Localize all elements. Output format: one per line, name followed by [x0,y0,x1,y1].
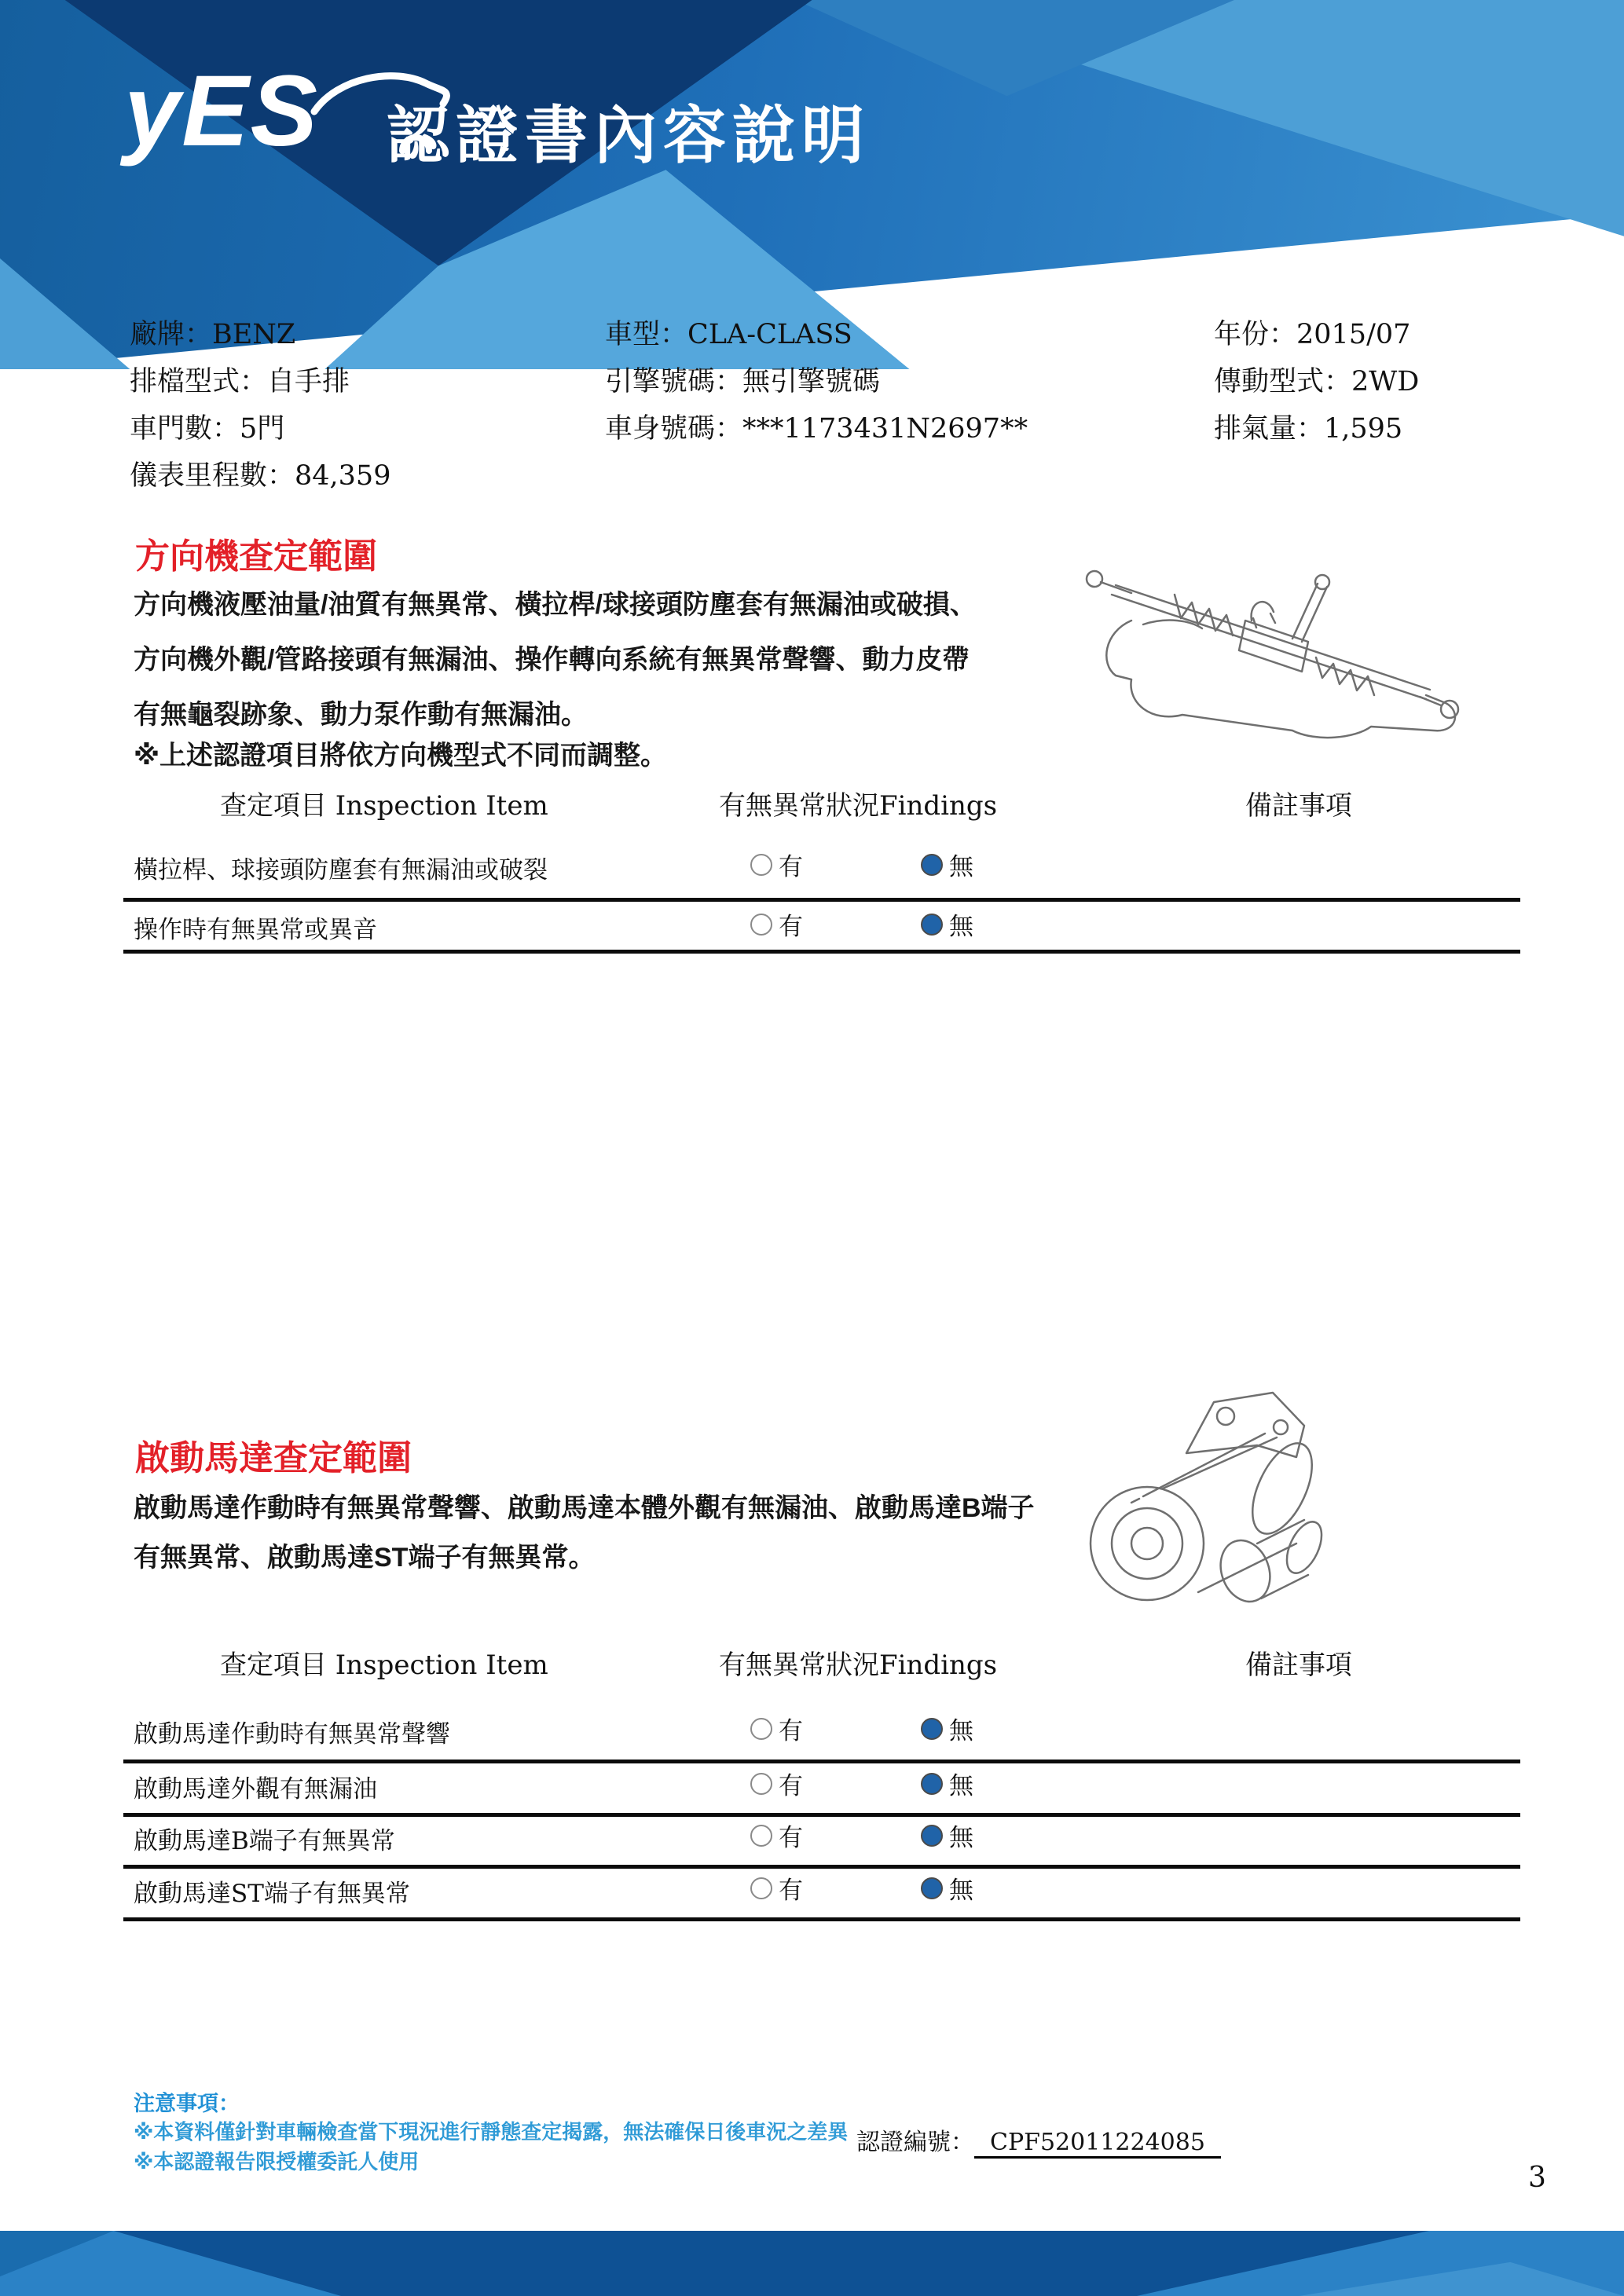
page-title: 認證書內容說明 [387,101,871,170]
radio-no-label: 無 [949,1717,973,1745]
inspection-item-label: 操作時有無異常或異音 [134,916,377,944]
vehicle-info-model: 車型：CLA-CLASS [605,319,852,350]
table1-header-findings: 有無異常狀況Findings [719,790,998,822]
starter-description-line-1: 啟動馬達作動時有無異常聲響、啟動馬達本體外觀有無漏油、啟動馬達B端子 [134,1493,1035,1523]
radio-yes-label: 有 [779,913,803,941]
radio-option-yes[interactable] [750,906,803,942]
radio-no-label: 無 [949,1877,973,1905]
footer-band [0,2231,1624,2296]
radio-no-icon[interactable] [921,1718,943,1740]
vehicle-info-year: 年份：2015/07 [1214,319,1411,350]
table1-header-item: 查定項目 Inspection Item [220,790,548,822]
vehicle-info-engine-no: 引擎號碼：無引擎號碼 [605,366,881,397]
radio-no-icon[interactable] [921,1877,943,1899]
inspection-item-label: 橫拉桿、球接頭防塵套有無漏油或破裂 [134,856,548,884]
radio-yes-icon[interactable] [750,1718,772,1740]
table-divider [123,1760,1520,1763]
inspection-item-label: 啟動馬達外觀有無漏油 [134,1775,377,1803]
vehicle-info-mileage: 儀表里程數：84,359 [130,460,391,492]
section-title-starter: 啟動馬達查定範圍 [135,1439,412,1478]
vehicle-info-transmission: 排檔型式：自手排 [130,366,350,397]
radio-option-yes[interactable] [750,1711,803,1746]
vehicle-info-drivetrain: 傳動型式：2WD [1214,366,1420,397]
vehicle-info-vin: 車身號碼：***1173431N2697** [605,413,1028,445]
radio-option-yes[interactable] [750,1870,803,1906]
radio-yes-label: 有 [779,1877,803,1905]
radio-option-no[interactable] [921,1766,973,1801]
yes-logo-text: yES [124,55,319,167]
radio-yes-icon[interactable] [750,1877,772,1899]
radio-no-label: 無 [949,1824,973,1852]
inspection-item-label: 啟動馬達ST端子有無異常 [134,1880,410,1908]
table2-header-item: 查定項目 Inspection Item [220,1650,548,1681]
notice-title: 注意事項： [134,2092,240,2115]
radio-option-no[interactable] [921,1870,973,1906]
certificate-number-row [856,2122,1221,2157]
radio-option-yes[interactable] [750,847,803,882]
certificate-number-value: CPF52011224085 [974,2129,1221,2159]
steering-description-line-2: 方向機外觀/管路接頭有無漏油、操作轉向系統有無異常聲響、動力皮帶 [134,645,970,675]
starter-motor-illustration [1069,1379,1344,1622]
radio-no-icon[interactable] [921,1825,943,1847]
vehicle-info-brand: 廠牌：BENZ [130,319,296,350]
steering-note: ※上述認證項目將依方向機型式不同而調整。 [134,741,668,771]
starter-description-line-2: 有無異常、啟動馬達ST端子有無異常。 [134,1543,596,1573]
table-divider [123,1865,1520,1869]
radio-yes-label: 有 [779,1772,803,1800]
radio-yes-icon[interactable] [750,1773,772,1795]
radio-no-label: 無 [949,913,973,941]
radio-no-icon[interactable] [921,1773,943,1795]
radio-no-icon[interactable] [921,914,943,936]
inspection-item-label: 啟動馬達B端子有無異常 [134,1827,395,1855]
radio-no-label: 無 [949,853,973,881]
radio-option-no[interactable] [921,1818,973,1853]
certificate-number-label: 認證編號： [856,2129,974,2156]
table2-header-findings: 有無異常狀況Findings [719,1650,998,1681]
table1-header-remarks: 備註事項 [1245,790,1352,822]
table-divider [123,950,1520,954]
radio-yes-label: 有 [779,1717,803,1745]
radio-no-icon[interactable] [921,854,943,876]
table2-header-remarks: 備註事項 [1245,1650,1352,1681]
section-title-steering: 方向機查定範圍 [135,537,377,576]
radio-yes-label: 有 [779,1824,803,1852]
steering-rack-illustration [1057,546,1481,758]
radio-yes-icon[interactable] [750,854,772,876]
radio-option-no[interactable] [921,847,973,882]
radio-yes-icon[interactable] [750,914,772,936]
radio-yes-label: 有 [779,853,803,881]
vehicle-info-doors: 車門數：5門 [130,413,285,445]
table-divider [123,1917,1520,1921]
radio-no-label: 無 [949,1772,973,1800]
table-divider [123,898,1520,902]
steering-description-line-3: 有無龜裂跡象、動力泵作動有無漏油。 [134,700,588,730]
radio-yes-icon[interactable] [750,1825,772,1847]
page-number: 3 [1528,2162,1546,2194]
radio-option-no[interactable] [921,1711,973,1746]
radio-option-yes[interactable] [750,1766,803,1801]
radio-option-yes[interactable] [750,1818,803,1853]
notice-line-1: ※本資料僅針對車輛檢查當下現況進行靜態查定揭露，無法確保日後車況之差異 [134,2120,849,2144]
vehicle-info-displacement: 排氣量：1,595 [1214,413,1403,445]
steering-description-line-1: 方向機液壓油量/油質有無異常、橫拉桿/球接頭防塵套有無漏油或破損、 [134,590,977,620]
notice-line-2: ※本認證報告限授權委託人使用 [134,2150,420,2173]
table-divider [123,1813,1520,1817]
inspection-item-label: 啟動馬達作動時有無異常聲響 [134,1720,450,1749]
radio-option-no[interactable] [921,906,973,942]
